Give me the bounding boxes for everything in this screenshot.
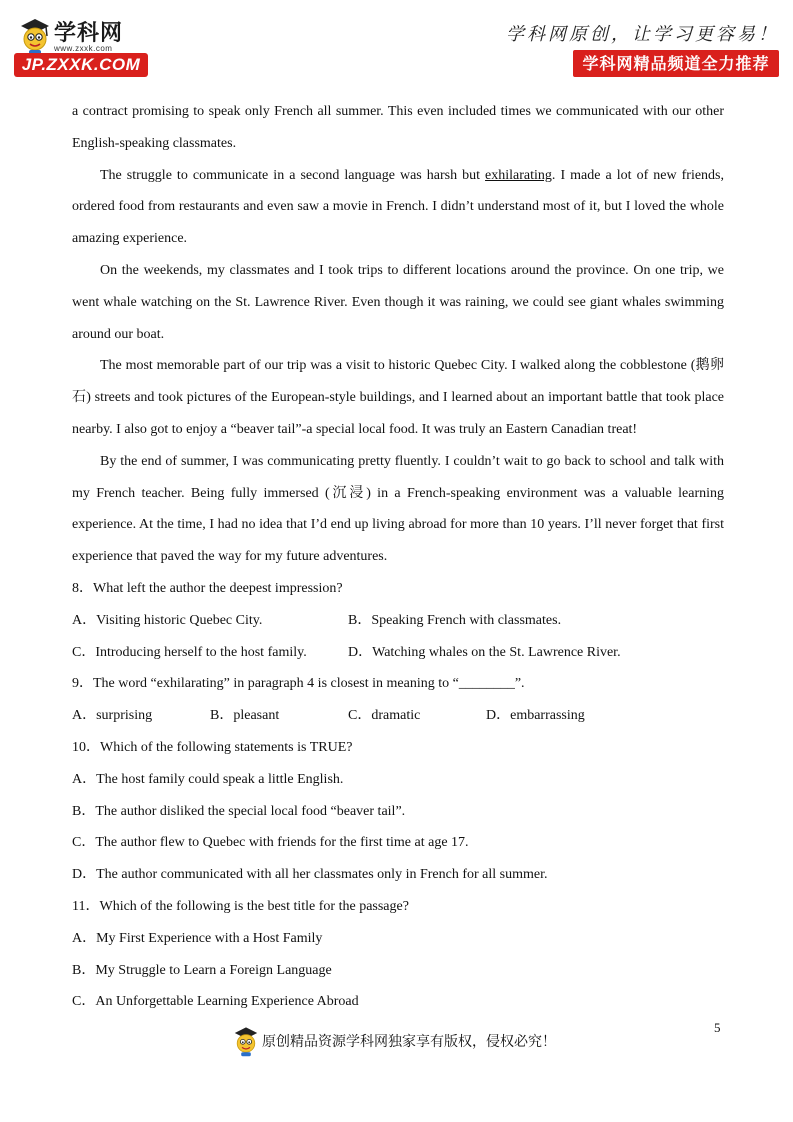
- question-10-option-a: A．The host family could speak a little English.: [72, 771, 344, 787]
- question-9-option-d: D．embarrassing: [486, 708, 585, 724]
- channel-banner: 学科网精品频道全力推荐: [573, 50, 779, 77]
- question-9-option-b: B．pleasant: [210, 708, 280, 724]
- question-11-option-b: B．My Struggle to Learn a Foreign Language: [72, 962, 332, 978]
- question-10-option-c: C．The author flew to Quebec with friends for the first time at age 17.: [72, 835, 469, 851]
- question-9-stem: 9．The word “exhilarating” in paragraph 4 is closest in meaning to “________”.: [72, 676, 525, 692]
- logo-url-text: www.zxxk.com: [54, 44, 113, 53]
- question-8-options-row: [72, 637, 724, 669]
- question-11-stem: 11．Which of the following is the best title for the passage?: [72, 898, 409, 914]
- passage-line: The struggle to communicate in a second language was harsh but exhilarating. I made a lot of new friends,: [100, 167, 724, 183]
- header-slogan: 学科网原创，让学习更容易！: [506, 24, 779, 45]
- passage-line: nearby. I also got to enjoy a “beaver tail”-a special local food. It was truly an Eastern Canadian treat!: [72, 421, 638, 437]
- question-8-options-row: [72, 605, 724, 637]
- question-11-option-c: C．An Unforgettable Learning Experience Abroad: [72, 994, 359, 1010]
- question-9-option-a: A．surprising: [72, 708, 153, 724]
- footer-copyright: [232, 1024, 556, 1058]
- question-10-option-d: D．The author communicated with all her classmates only in French for all summer.: [72, 867, 548, 883]
- passage-line: went whale watching on the St. Lawrence River. Even though it was raining, we could see giant whales swimming: [72, 294, 724, 310]
- passage-line: my French teacher. Being fully immersed (沉浸) in a French-speaking environment was a valuable learning: [72, 485, 724, 501]
- passage-line: a contract promising to speak only French all summer. This even included times we communicated with our other: [72, 104, 724, 119]
- document-body: [72, 96, 724, 1018]
- mascot-icon: [232, 1025, 260, 1057]
- question-8-option-c: C．Introducing herself to the host family.: [72, 644, 307, 660]
- passage-line: On the weekends, my classmates and I took trips to different locations around the province. On one trip, we: [100, 262, 724, 278]
- underlined-word: exhilarating: [485, 167, 552, 183]
- passage-line: ordered food from restaurants and even saw a movie in French. I didn’t understand most of it, but I loved the whole: [72, 199, 724, 215]
- passage-line: amazing experience.: [72, 231, 188, 247]
- passage-line: experience. At the time, I had no idea that I’d end up living abroad for more than 10 years. I’ll never forget that first: [72, 517, 724, 533]
- question-8-option-a: A．Visiting historic Quebec City.: [72, 612, 263, 628]
- passage-line: The most memorable part of our trip was a visit to historic Quebec City. I walked along the cobblestone (鹅卵: [100, 358, 724, 374]
- question-8-option-d: D．Watching whales on the St. Lawrence River.: [348, 644, 621, 660]
- passage-line: 石) streets and took pictures of the European-style buildings, and I learned about an important battle that took place: [72, 390, 724, 406]
- copyright-text: 原创精品资源学科网独家享有版权，侵权必究！: [262, 1034, 556, 1050]
- site-logo[interactable]: [14, 12, 154, 82]
- question-10-stem: 10．Which of the following statements is TRUE?: [72, 739, 353, 755]
- question-9-options-row: [72, 700, 724, 732]
- passage-line: By the end of summer, I was communicating pretty fluently. I couldn’t wait to go back to school and talk with: [100, 453, 724, 469]
- logo-banner[interactable]: JP.ZXXK.COM: [14, 53, 148, 77]
- passage-line: around our boat.: [72, 326, 165, 342]
- question-9-option-c: C．dramatic: [348, 708, 421, 724]
- question-11-option-a: A．My First Experience with a Host Family: [72, 930, 323, 946]
- logo-brand-text: 学科网: [54, 21, 124, 46]
- page-number: 5: [714, 1020, 721, 1035]
- question-10-option-b: B．The author disliked the special local food “beaver tail”.: [72, 803, 406, 819]
- passage-line: experience that paved the way for my future adventures.: [72, 549, 388, 565]
- passage-line: English-speaking classmates.: [72, 135, 237, 151]
- question-8-option-b: B．Speaking French with classmates.: [348, 612, 562, 628]
- mascot-icon: [18, 16, 52, 56]
- question-8-stem: 8．What left the author the deepest impression?: [72, 580, 343, 596]
